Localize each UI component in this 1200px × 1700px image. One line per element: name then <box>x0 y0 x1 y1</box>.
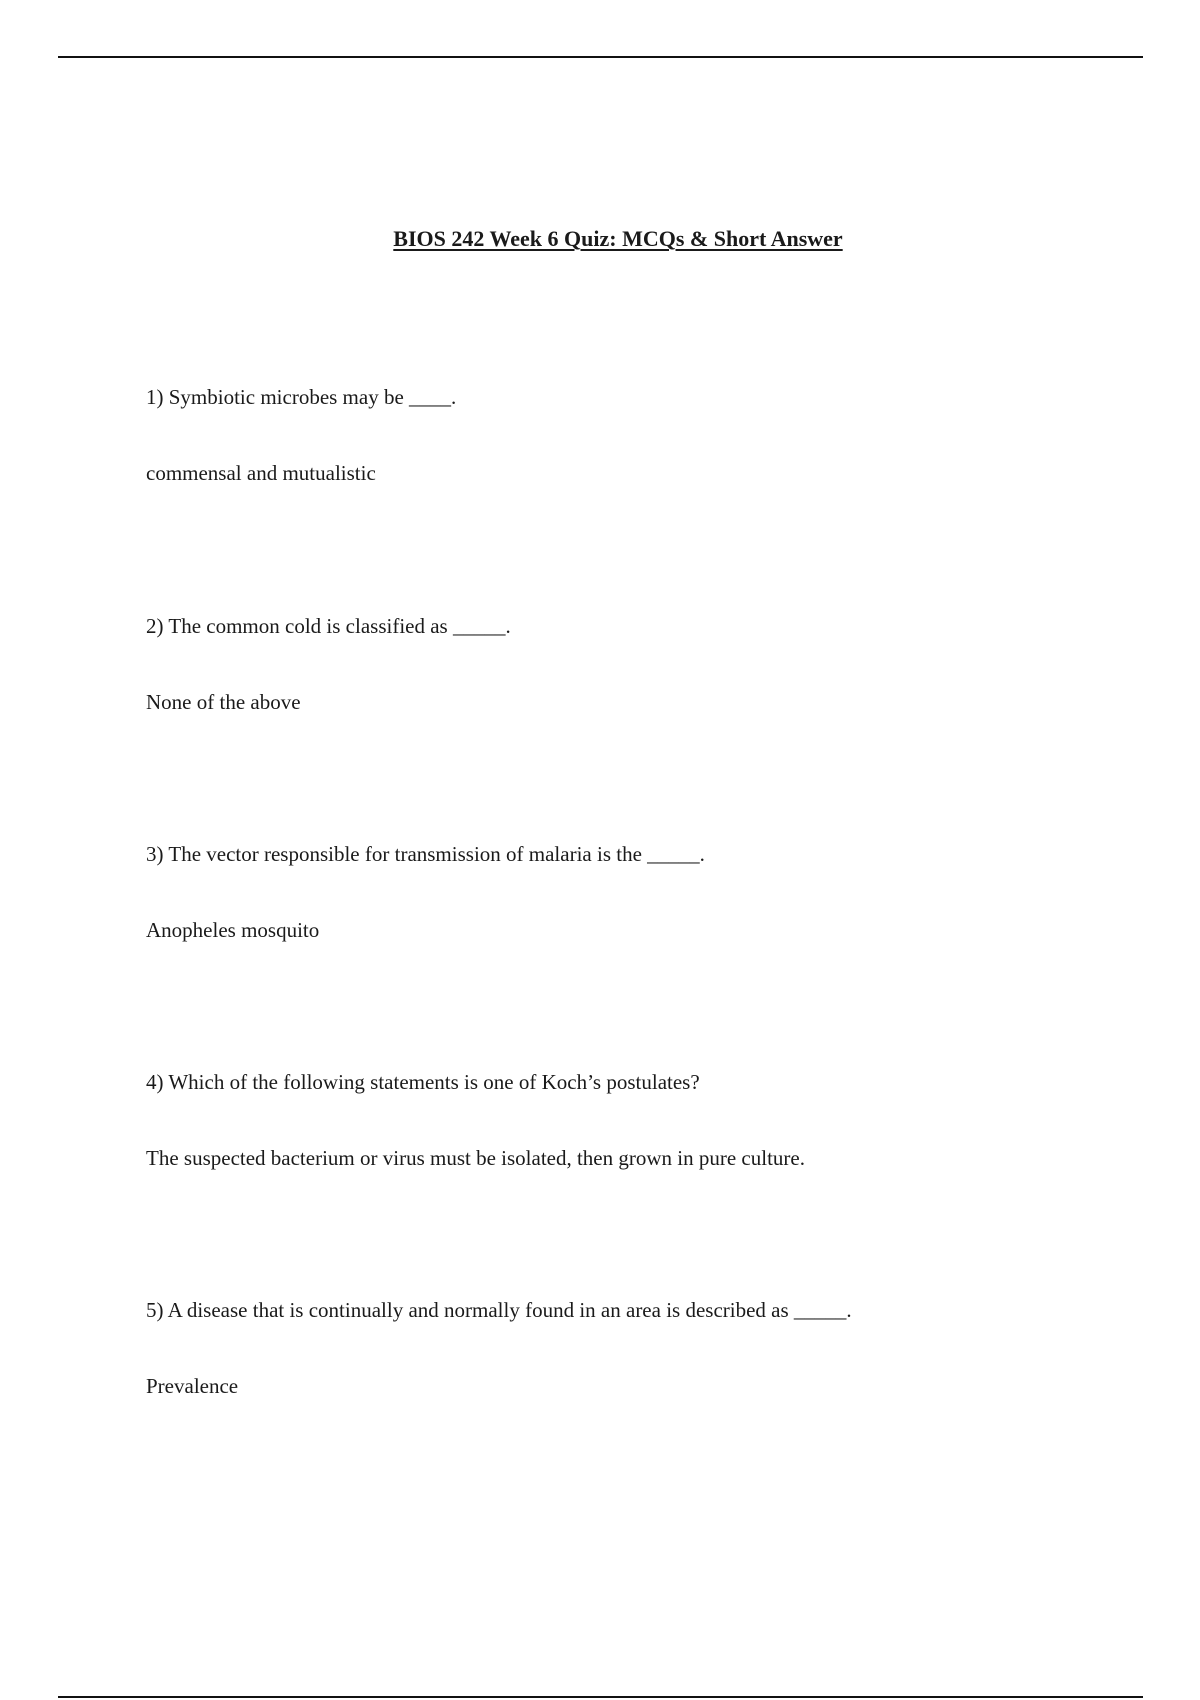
page-bottom-rule <box>58 1696 1143 1698</box>
answer-text: The suspected bacterium or virus must be isolated, then grown in pure culture. <box>146 1146 805 1170</box>
question-text: 3) The vector responsible for transmission of malaria is the _____. <box>146 842 705 866</box>
question-text: 4) Which of the following statements is one of Koch’s postulates? <box>146 1070 700 1094</box>
page-top-rule <box>58 56 1143 58</box>
question-text: 1) Symbiotic microbes may be ____. <box>146 385 457 409</box>
document-title: BIOS 242 Week 6 Quiz: MCQs & Short Answer <box>393 226 843 251</box>
answer-text: Anopheles mosquito <box>146 918 320 942</box>
answer-text: None of the above <box>146 690 301 714</box>
question-text: 2) The common cold is classified as _____. <box>146 614 511 638</box>
answer-text: Prevalence <box>146 1374 239 1398</box>
question-text: 5) A disease that is continually and normally found in an area is described as _____. <box>146 1298 852 1322</box>
answer-text: commensal and mutualistic <box>146 461 376 485</box>
